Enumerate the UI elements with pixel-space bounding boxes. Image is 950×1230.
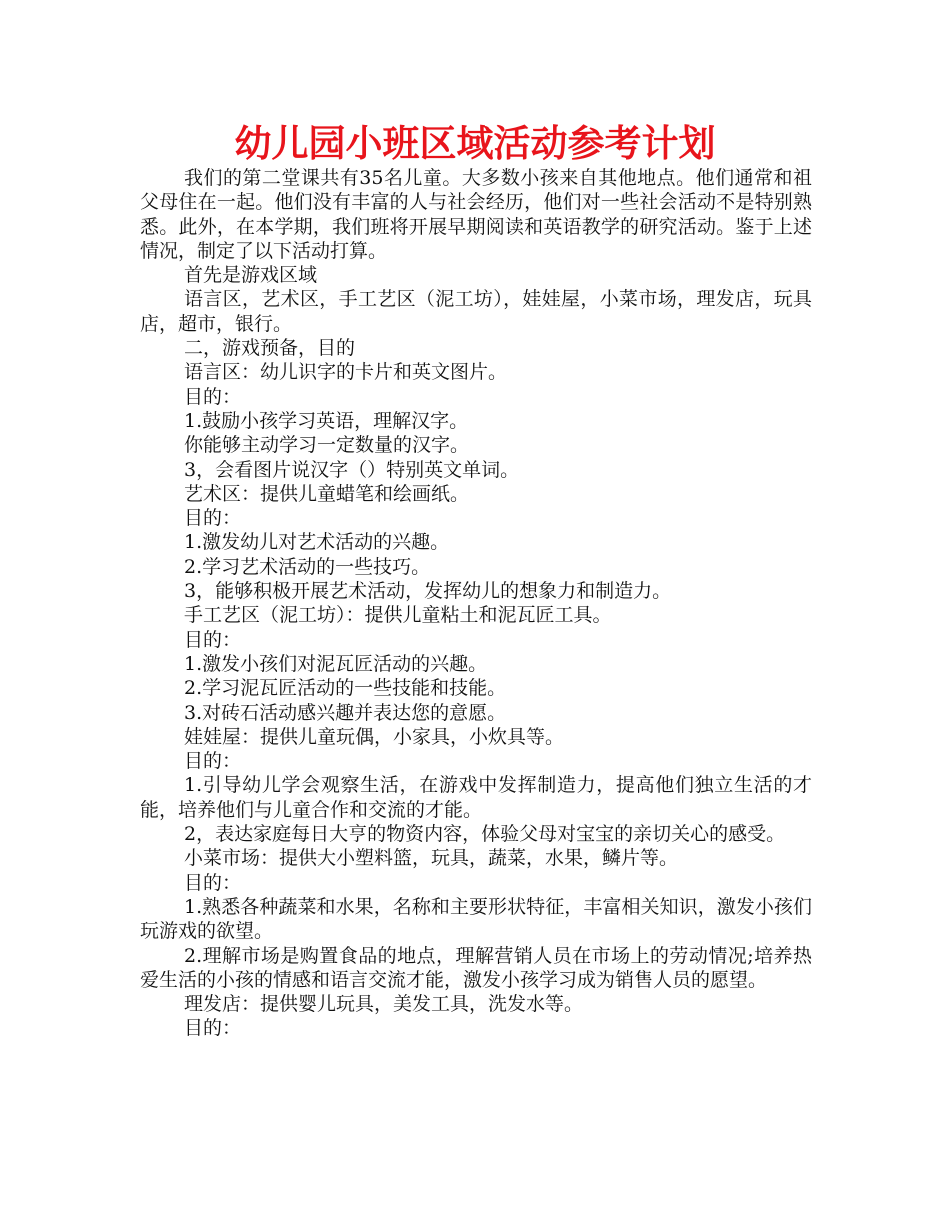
paragraph: 二，游戏预备，目的 xyxy=(184,337,356,360)
paragraph: 2.学习艺术活动的一些技巧。 xyxy=(184,555,431,578)
document-body xyxy=(140,166,812,1041)
paragraph: 语言区，艺术区，手工艺区（泥工坊），娃娃屋，小菜市场，理发店，玩具店，超市，银行。 xyxy=(140,288,812,335)
paragraph: 小菜市场：提供大小塑料篮，玩具，蔬菜，水果，鳞片等。 xyxy=(184,847,679,870)
document-title: 幼儿园小班区域活动参考计划 xyxy=(234,121,716,165)
paragraph: 娃娃屋：提供儿童玩偶，小家具，小炊具等。 xyxy=(184,725,565,748)
paragraph: 语言区：幼儿识字的卡片和英文图片。 xyxy=(184,361,508,384)
paragraph: 2.学习泥瓦匠活动的一些技能和技能。 xyxy=(184,677,507,700)
paragraph: 目的： xyxy=(184,1017,242,1040)
paragraph: 我们的第二堂课共有35名儿童。大多数小孩来自其他地点。他们通常和祖父母住在一起。他们没有丰富的人与社会经历，他们对一些社会活动不是特别熟悉。此外，在本学期，我们班将开展早期阅读和英语教学的研究活动。鉴于上述情况，制定了以下活动打算。 xyxy=(140,167,812,262)
paragraph: 目的： xyxy=(184,750,242,773)
paragraph: 2，表达家庭每日大亨的物资内容，体验父母对宝宝的亲切关心的感受。 xyxy=(184,823,786,846)
paragraph: 1.引导幼儿学会观察生活，在游戏中发挥制造力，提高他们独立生活的才能，培养他们与儿童合作和交流的才能。 xyxy=(140,774,812,821)
paragraph: 3.对砖石活动感兴趣并表达您的意愿。 xyxy=(184,701,507,724)
paragraph: 理发店：提供婴儿玩具，美发工具，洗发水等。 xyxy=(184,993,584,1016)
paragraph: 1.激发小孩们对泥瓦匠活动的兴趣。 xyxy=(184,652,488,675)
paragraph: 手工艺区（泥工坊）：提供儿童粘土和泥瓦匠工具。 xyxy=(184,604,612,627)
paragraph: 目的： xyxy=(184,871,242,894)
paragraph: 1.鼓励小孩学习英语，理解汉字。 xyxy=(184,409,469,432)
paragraph: 2.理解市场是购置食品的地点，理解营销人员在市场上的劳动情况;培养热爱生活的小孩的情感和语言交流才能，激发小孩学习成为销售人员的愿望。 xyxy=(140,944,812,991)
paragraph: 目的： xyxy=(184,507,242,530)
paragraph: 3，会看图片说汉字（）特别英文单词。 xyxy=(184,458,520,481)
paragraph: 1.激发幼儿对艺术活动的兴趣。 xyxy=(184,531,450,554)
paragraph: 3，能够积极开展艺术活动，发挥幼儿的想象力和制造力。 xyxy=(184,580,672,603)
paragraph: 你能够主动学习一定数量的汉字。 xyxy=(184,434,470,457)
paragraph: 艺术区：提供儿童蜡笔和绘画纸。 xyxy=(184,482,470,505)
paragraph: 目的： xyxy=(184,385,242,408)
paragraph: 首先是游戏区域 xyxy=(184,264,318,287)
paragraph: 目的： xyxy=(184,628,242,651)
paragraph: 1.熟悉各种蔬菜和水果，名称和主要形状特征，丰富相关知识，激发小孩们玩游戏的欲望。 xyxy=(140,895,812,943)
